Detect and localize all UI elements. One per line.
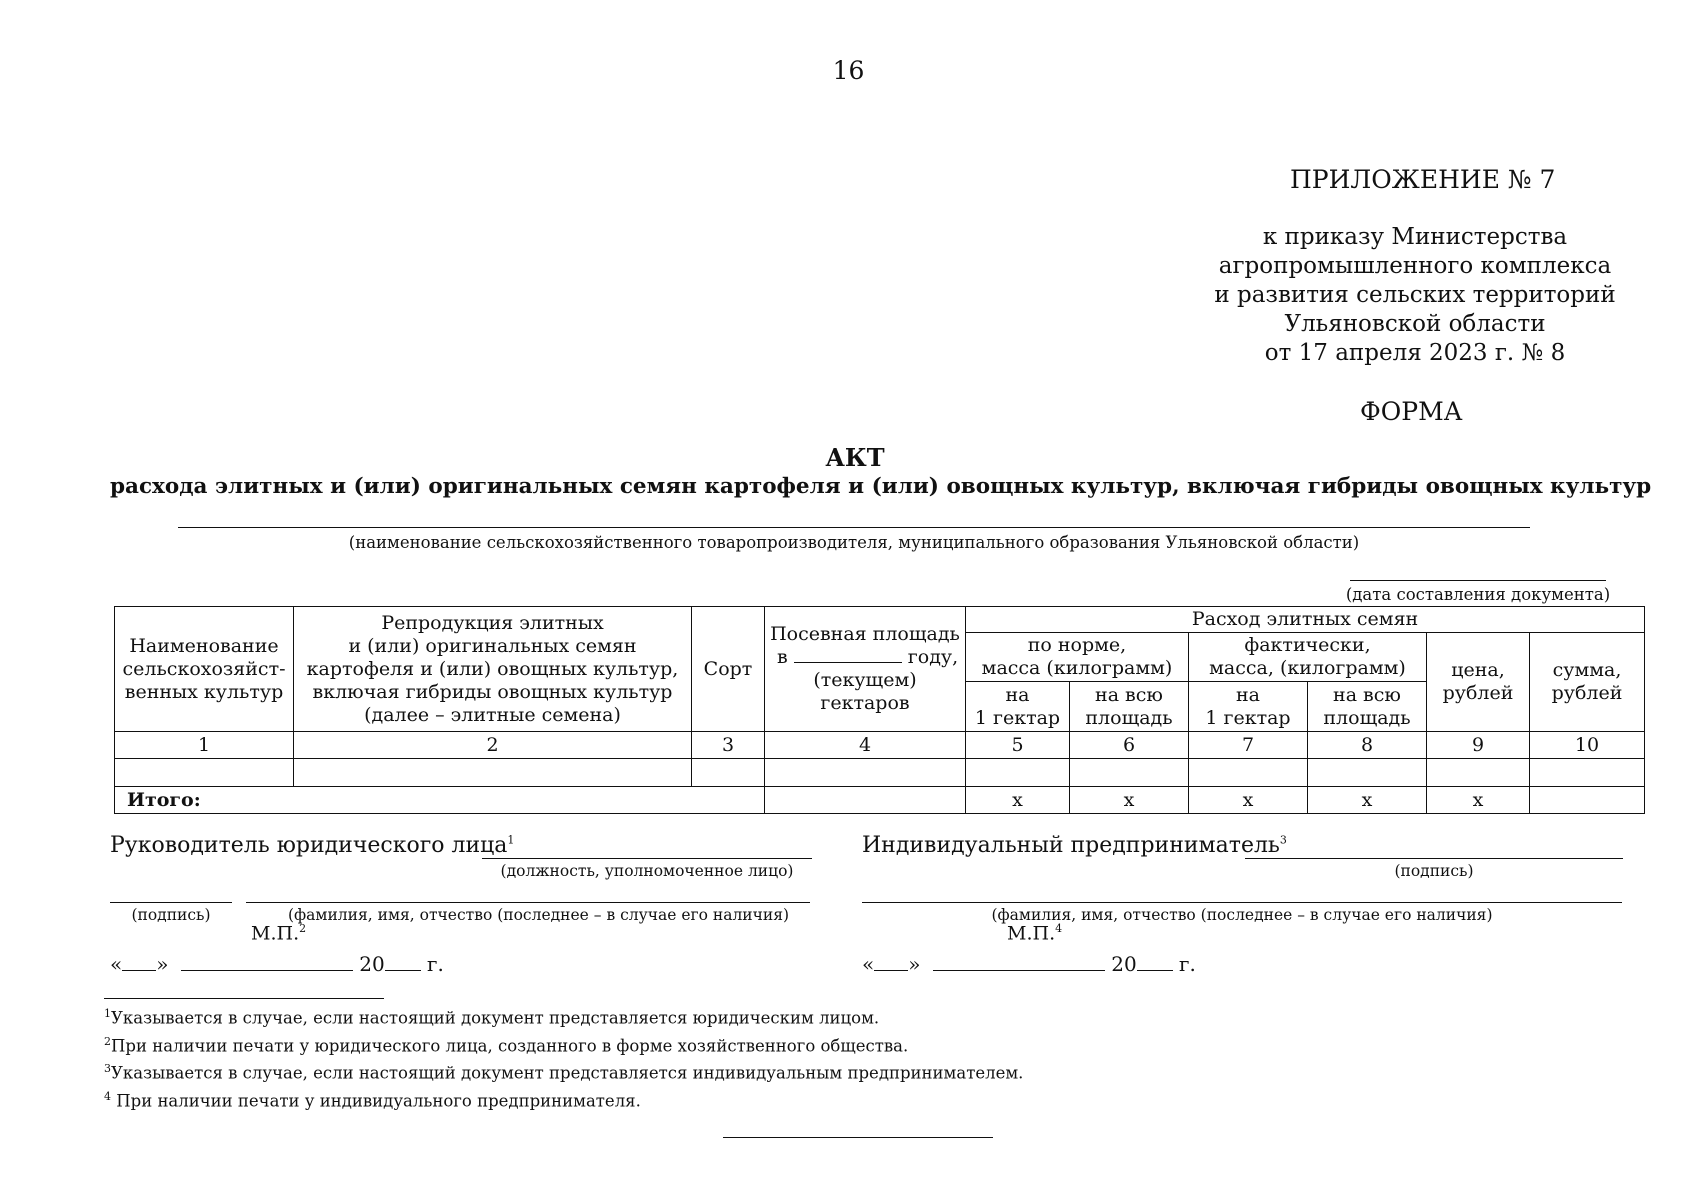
date-caption: (дата составления документа) xyxy=(1345,585,1611,604)
left-month-blank[interactable] xyxy=(181,953,353,971)
total-area-cell[interactable] xyxy=(765,787,966,814)
header-actual-per-ha: на 1 гектар xyxy=(1189,682,1308,732)
order-line: и развития сельских территорий xyxy=(1214,282,1616,308)
col-number: 3 xyxy=(692,732,765,759)
header-norm-whole-area: на всю площадь xyxy=(1070,682,1189,732)
footnote: $^3$Указывается в случае, если настоящий документ представляется индивидуальным предпринимателем. xyxy=(104,1062,1024,1083)
data-cell[interactable] xyxy=(1308,759,1427,787)
left-signature-caption: (подпись) xyxy=(131,906,211,924)
left-year-blank[interactable] xyxy=(385,953,421,971)
producer-name-line[interactable] xyxy=(178,527,1530,528)
header-price: цена, рублей xyxy=(1427,633,1530,732)
data-cell[interactable] xyxy=(1189,759,1308,787)
total-mark: х xyxy=(1427,787,1530,814)
total-mark: х xyxy=(966,787,1070,814)
right-fullname-caption: (фамилия, имя, отчество (последнее – в случае его наличия) xyxy=(991,906,1493,924)
data-cell[interactable] xyxy=(294,759,692,787)
order-line: Ульяновской области xyxy=(1284,311,1546,337)
legal-entity-head-label: Руководитель юридического лица$^1$ xyxy=(110,833,515,858)
col-number: 10 xyxy=(1530,732,1645,759)
left-fullname-caption: (фамилия, имя, отчество (последнее – в случае его наличия) xyxy=(288,906,790,924)
footnote: $^4$ При наличии печати у индивидуального предпринимателя. xyxy=(104,1089,641,1110)
header-sum: сумма, рублей xyxy=(1530,633,1645,732)
header-sown-area: Посевная площадь в году, (текущем) гектаров xyxy=(765,607,966,732)
left-date-line: « » 20 г. xyxy=(110,952,444,976)
left-day-blank[interactable] xyxy=(122,953,156,971)
right-stamp-place: М.П.$^4$ xyxy=(1007,922,1063,945)
total-mark: х xyxy=(1189,787,1308,814)
document-date-line[interactable] xyxy=(1350,580,1606,581)
end-rule xyxy=(723,1137,993,1138)
data-cell[interactable] xyxy=(1427,759,1530,787)
header-consumption: Расход элитных семян xyxy=(966,607,1645,633)
column-number-row xyxy=(115,732,1645,759)
appendix-title: ПРИЛОЖЕНИЕ № 7 xyxy=(1290,165,1556,194)
data-cell[interactable] xyxy=(966,759,1070,787)
form-label: ФОРМА xyxy=(1360,397,1463,426)
total-sum-cell[interactable] xyxy=(1530,787,1645,814)
col-number: 6 xyxy=(1070,732,1189,759)
right-signature-line[interactable] xyxy=(1245,858,1623,859)
data-cell[interactable] xyxy=(115,759,294,787)
left-signature-line[interactable] xyxy=(110,902,232,903)
data-cell[interactable] xyxy=(1530,759,1645,787)
col-number: 5 xyxy=(966,732,1070,759)
col-number: 9 xyxy=(1427,732,1530,759)
entrepreneur-label: Индивидуальный предприниматель$^3$ xyxy=(862,833,1287,858)
footnotes xyxy=(104,1002,1304,1112)
total-mark: х xyxy=(1070,787,1189,814)
header-actual-whole-area: на всю площадь xyxy=(1308,682,1427,732)
data-cell[interactable] xyxy=(692,759,765,787)
seed-consumption-table xyxy=(114,606,1645,814)
col-number: 1 xyxy=(115,732,294,759)
total-row xyxy=(115,787,1645,814)
left-fullname-line[interactable] xyxy=(246,902,810,903)
act-title: АКТ xyxy=(825,443,885,472)
year-blank[interactable] xyxy=(794,647,902,663)
position-caption: (должность, уполномоченное лицо) xyxy=(500,862,794,880)
page-number: 16 xyxy=(832,56,865,85)
table-row xyxy=(115,759,1645,787)
header-norm-per-ha: на 1 гектар xyxy=(966,682,1070,732)
right-signature-caption: (подпись) xyxy=(1394,862,1474,880)
position-line[interactable] xyxy=(482,858,812,859)
footnote-separator xyxy=(104,998,384,999)
total-label: Итого: xyxy=(115,787,765,814)
act-subtitle: расхода элитных и (или) оригинальных семян картофеля и (или) овощных культур, включая гибриды овощных культур xyxy=(110,474,1652,499)
data-cell[interactable] xyxy=(765,759,966,787)
col-number: 8 xyxy=(1308,732,1427,759)
header-sort: Сорт xyxy=(692,607,765,732)
order-reference xyxy=(1180,223,1650,368)
right-fullname-line[interactable] xyxy=(862,902,1622,903)
col-number: 4 xyxy=(765,732,966,759)
footnote: $^1$Указывается в случае, если настоящий документ представляется юридическим лицом. xyxy=(104,1007,880,1028)
right-day-blank[interactable] xyxy=(874,953,908,971)
header-crop-name: Наименование сельскохозяйст- венных культур xyxy=(115,607,294,732)
order-line: к приказу Министерства xyxy=(1262,224,1568,250)
header-by-norm: по норме, масса (килограмм) xyxy=(966,633,1189,682)
total-mark: х xyxy=(1308,787,1427,814)
producer-caption: (наименование сельскохозяйственного товаропроизводителя, муниципального образования Ульяновской области) xyxy=(348,533,1360,552)
header-actual: фактически, масса, (килограмм) xyxy=(1189,633,1427,682)
right-date-line: « » 20 г. xyxy=(862,952,1196,976)
col-number: 2 xyxy=(294,732,692,759)
left-stamp-place: М.П.$^2$ xyxy=(251,922,307,945)
footnote: $^2$При наличии печати у юридического лица, созданного в форме хозяйственного общества. xyxy=(104,1034,909,1055)
order-line: агропромышленного комплекса xyxy=(1218,253,1612,279)
order-line: от 17 апреля 2023 г. № 8 xyxy=(1264,340,1566,366)
right-year-blank[interactable] xyxy=(1137,953,1173,971)
header-reproduction: Репродукция элитных и (или) оригинальных семян картофеля и (или) овощных культур, включая гибриды овощных культур (далее – элитные семена) xyxy=(294,607,692,732)
right-month-blank[interactable] xyxy=(933,953,1105,971)
data-cell[interactable] xyxy=(1070,759,1189,787)
col-number: 7 xyxy=(1189,732,1308,759)
